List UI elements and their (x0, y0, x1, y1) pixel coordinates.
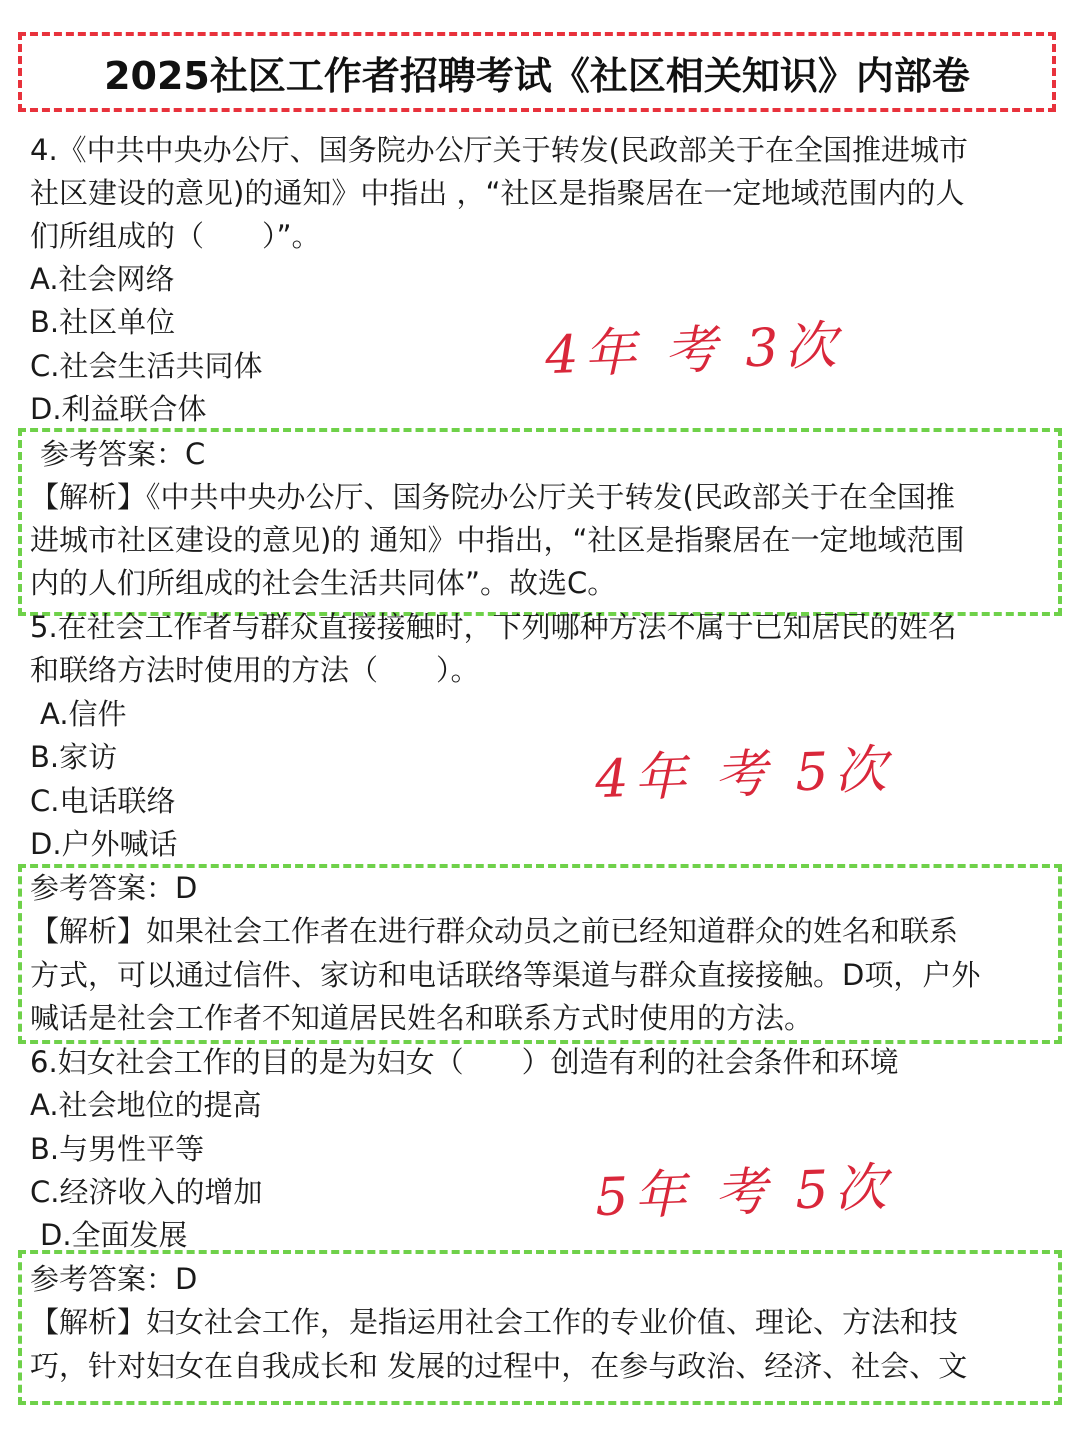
q5-option-d: D.户外喊话 (30, 827, 178, 861)
q6-option-d: D.全面发展 (40, 1218, 188, 1252)
q5-analysis-line: 方式，可以通过信件、家访和电话联络等渠道与群众直接接触。D项，户外 (30, 958, 981, 992)
title-banner (18, 32, 1056, 112)
q4-stem-line: 4.《中共中央办公厅、国务院办公厅关于转发(民政部关于在全国推进城市 (30, 133, 968, 167)
q4-frequency-note: 4年 考 3次 (544, 315, 844, 387)
q6-option-a: A.社会地位的提高 (30, 1088, 262, 1122)
q6-analysis-line: 【解析】妇女社会工作，是指运用社会工作的专业价值、理论、方法和技 (30, 1305, 959, 1339)
q4-option-a: A.社会网络 (30, 262, 175, 296)
q5-analysis-line: 喊话是社会工作者不知道居民姓名和联系方式时使用的方法。 (30, 1001, 814, 1035)
q6-frequency-note: 5年 考 5次 (594, 1157, 894, 1229)
q5-option-b: B.家访 (30, 740, 118, 774)
q4-stem-line: 们所组成的（ ）”。 (30, 219, 321, 253)
q4-analysis-line: 进城市社区建设的意见)的 通知》中指出，“社区是指聚居在一定地域范围 (30, 523, 965, 557)
q5-option-c: C.电话联络 (30, 784, 176, 818)
q4-stem-line: 社区建设的意见)的通知》中指出 ，“社区是指聚居在一定地域范围内的人 (30, 176, 965, 210)
q4-analysis-line: 【解析】《中共中央办公厅、国务院办公厅关于转发(民政部关于在全国推 (30, 480, 955, 514)
q5-stem-line: 5.在社会工作者与群众直接接触时，下列哪种方法不属于已知居民的姓名 (30, 610, 957, 644)
q6-stem-line: 6.妇女社会工作的目的是为妇女（ ）创造有利的社会条件和环境 (30, 1045, 899, 1079)
q5-stem-line: 和联络方法时使用的方法（ ）。 (30, 653, 480, 687)
q6-option-c: C.经济收入的增加 (30, 1175, 263, 1209)
q5-answer: 参考答案：D (30, 871, 198, 905)
q4-option-c: C.社会生活共同体 (30, 349, 263, 383)
q6-answer: 参考答案：D (30, 1262, 198, 1296)
q4-analysis-line: 内的人们所组成的社会生活共同体”。故选C。 (30, 566, 617, 600)
q6-analysis-line: 巧，针对妇女在自我成长和 发展的过程中，在参与政治、经济、社会、文 (30, 1349, 968, 1383)
q4-option-b: B.社区单位 (30, 305, 176, 339)
q4-answer: 参考答案：C (40, 437, 206, 471)
q5-frequency-note: 4年 考 5次 (594, 739, 894, 811)
q4-option-d: D.利益联合体 (30, 392, 207, 426)
q5-option-a: A.信件 (40, 697, 127, 731)
q5-analysis-line: 【解析】如果社会工作者在进行群众动员之前已经知道群众的姓名和联系 (30, 914, 959, 948)
q6-option-b: B.与男性平等 (30, 1132, 205, 1166)
page-title: 2025社区工作者招聘考试《社区相关知识》内部卷 (104, 53, 970, 98)
